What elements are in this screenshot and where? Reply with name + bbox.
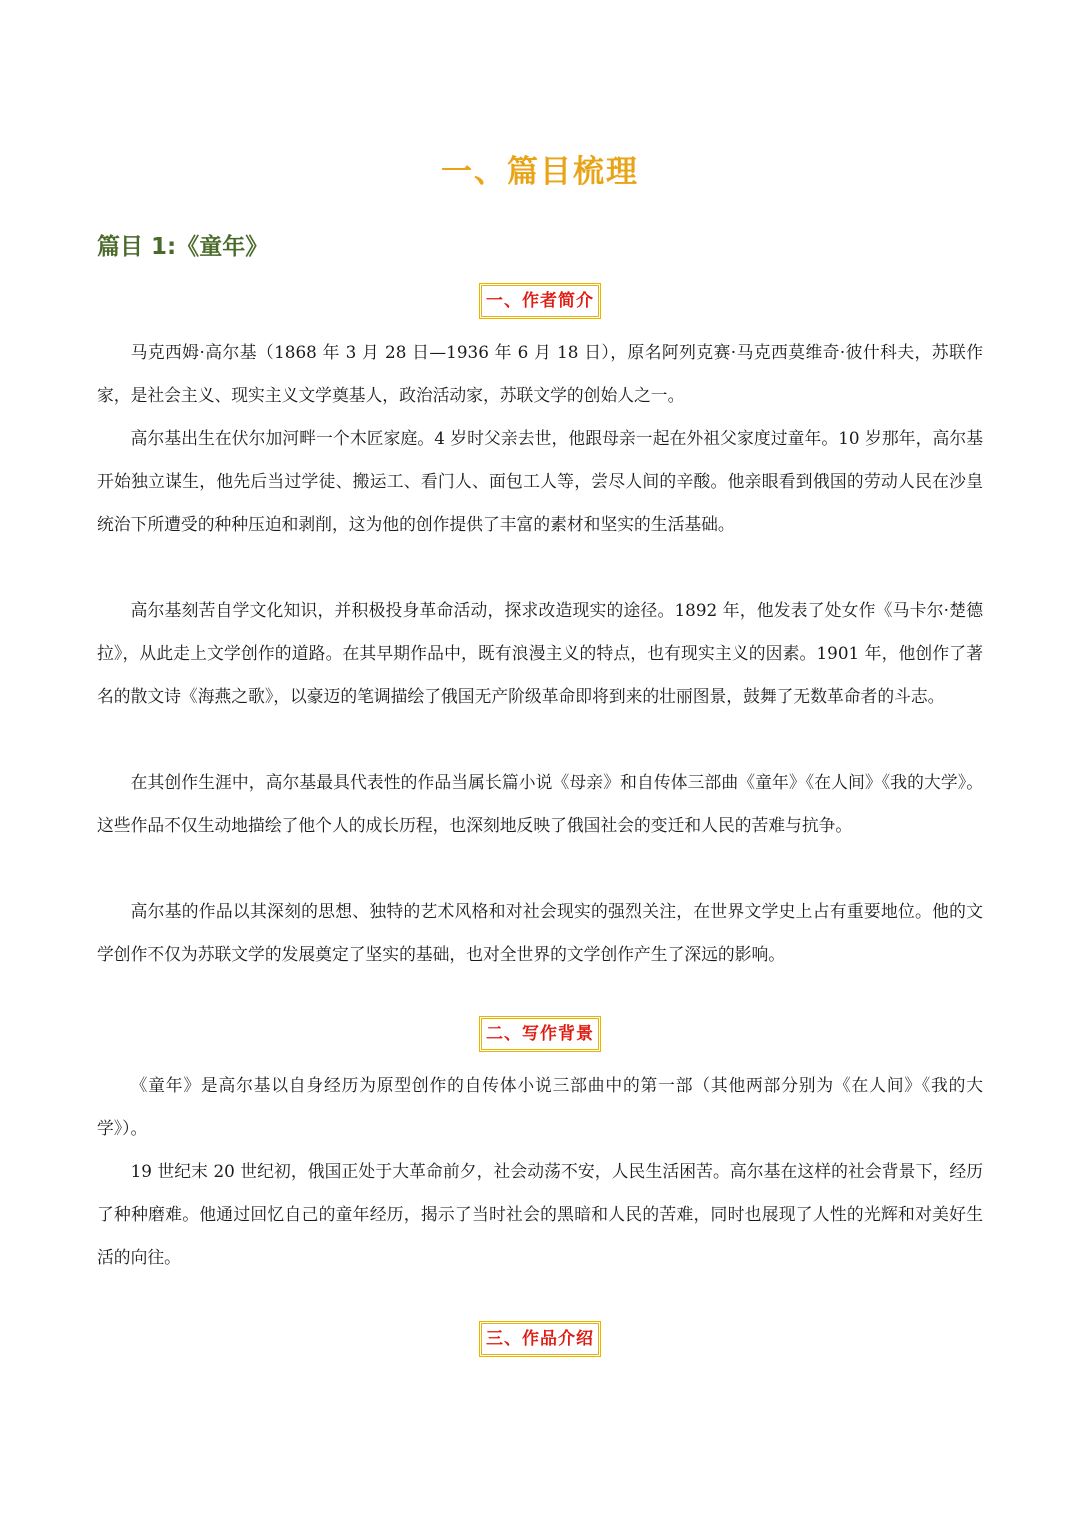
main-title: 一、篇目梳理 (441, 154, 639, 190)
section-heading-author (0, 283, 1080, 319)
paragraph-author-works: 在其创作生涯中，高尔基最具代表性的作品当属长篇小说《母亲》和自传体三部曲《童年》《在人间》《我的大学》。这些作品不仅生动地描绘了他个人的成长历程，也深刻地反映了俄国社会的变迁和人民的苦难与抗争。 (97, 772, 983, 835)
section-heading-label: 二、写作背景 (479, 1016, 601, 1052)
paragraph-author-career: 高尔基刻苦自学文化知识，并积极投身革命活动，探求改造现实的途径。1892 年，他发表了处女作《马卡尔·楚德拉》，从此走上文学创作的道路。在其早期作品中，既有浪漫主义的特点，也有现实主义的因素。1901 年，他创作了著名的散文诗《海燕之歌》，以豪迈的笔调描绘了俄国无产阶级革命即将到来的壮丽图景，鼓舞了无数革命者的斗志。 (97, 600, 983, 706)
section-heading-work-intro (0, 1321, 1080, 1357)
article-title: 篇目 1:《童年》 (97, 234, 269, 260)
paragraph-author-intro: 马克西姆·高尔基（1868 年 3 月 28 日—1936 年 6 月 18 日），原名阿列克赛·马克西莫维奇·彼什科夫，苏联作家，是社会主义、现实主义文学奠基人，政治活动家，苏联文学的创始人之一。 (97, 342, 983, 405)
paragraph-background-society: 19 世纪末 20 世纪初，俄国正处于大革命前夕，社会动荡不安，人民生活困苦。高尔基在这样的社会背景下，经历了种种磨难。他通过回忆自己的童年经历，揭示了当时社会的黑暗和人民的苦难，同时也展现了人性的光辉和对美好生活的向往。 (97, 1161, 983, 1267)
paragraph-background-trilogy: 《童年》是高尔基以自身经历为原型创作的自传体小说三部曲中的第一部（其他两部分别为《在人间》《我的大学》）。 (97, 1075, 983, 1138)
paragraph-author-childhood: 高尔基出生在伏尔加河畔一个木匠家庭。4 岁时父亲去世，他跟母亲一起在外祖父家度过童年。10 岁那年，高尔基开始独立谋生，他先后当过学徒、搬运工、看门人、面包工人等，尝尽人间的辛酸。他亲眼看到俄国的劳动人民在沙皇统治下所遭受的种种压迫和剥削，这为他的创作提供了丰富的素材和坚实的生活基础。 (97, 428, 983, 534)
paragraph-author-influence: 高尔基的作品以其深刻的思想、独特的艺术风格和对社会现实的强烈关注，在世界文学史上占有重要地位。他的文学创作不仅为苏联文学的发展奠定了坚实的基础，也对全世界的文学创作产生了深远的影响。 (97, 901, 983, 964)
section-heading-background (0, 1016, 1080, 1052)
section-heading-label: 一、作者简介 (479, 283, 601, 319)
section-heading-label: 三、作品介绍 (479, 1321, 601, 1357)
